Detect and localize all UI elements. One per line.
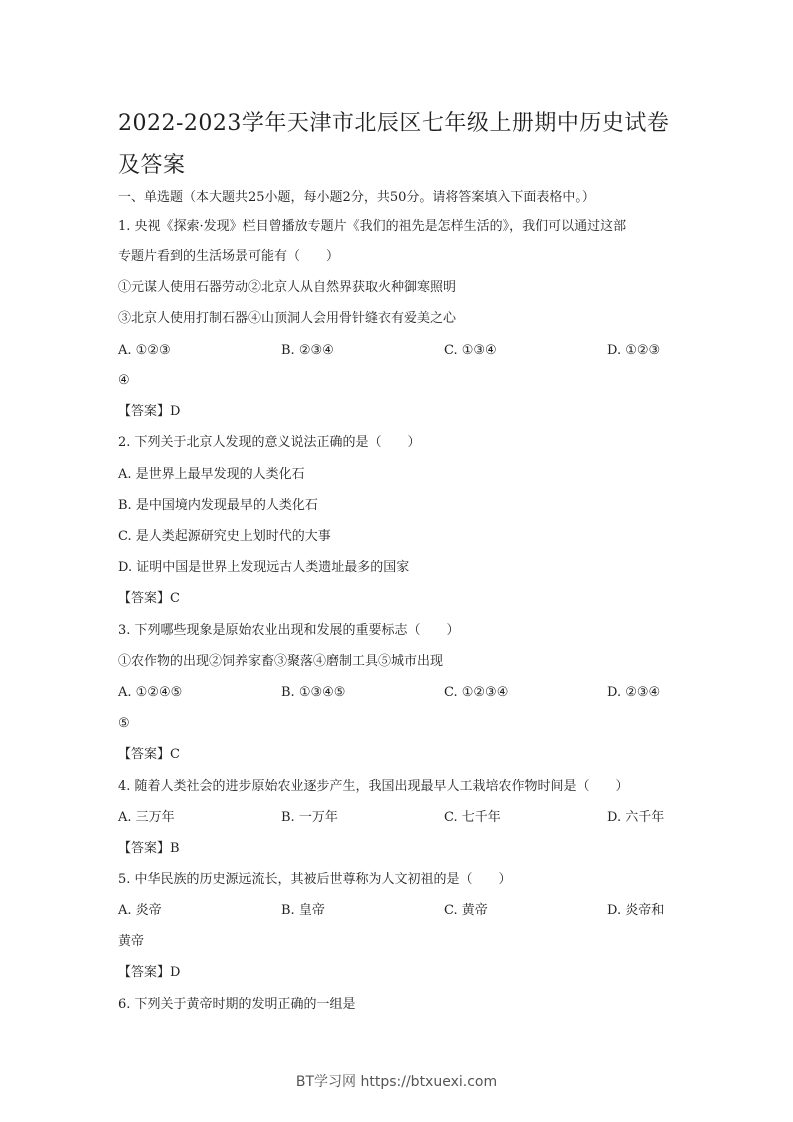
option-wrap: ⑤ [118, 716, 130, 731]
option-d: D. ①②③ [607, 343, 661, 358]
question-stem: 1. 央视《探索·发现》栏目曾播放专题片《我们的祖先是怎样生活的》，我们可以通过这部 [118, 219, 627, 234]
option-b: B. 一万年 [281, 810, 338, 825]
option-d: D. 炎帝和 [607, 903, 665, 918]
option-c: C. 是人类起源研究史上划时代的大事 [118, 529, 331, 544]
question-stem: 3. 下列哪些现象是原始农业出现和发展的重要标志（ ） [118, 623, 460, 638]
answer: 【答案】C [118, 747, 180, 762]
option-row [118, 809, 678, 827]
option-a: A. ①②③ [118, 343, 171, 358]
option-row [118, 684, 678, 702]
option-b: B. ②③④ [281, 343, 334, 358]
answer: 【答案】D [118, 965, 181, 980]
option-b: B. 是中国境内发现最早的人类化石 [118, 498, 318, 513]
option-c: C. ①③④ [444, 343, 497, 358]
question-statement: ①元谋人使用石器劳动②北京人从自然界获取火种御寒照明 [118, 280, 457, 295]
question-stem: 2. 下列关于北京人发现的意义说法正确的是（ ） [118, 435, 421, 450]
answer: 【答案】B [118, 841, 180, 856]
watermark-footer: BT学习网 https://btxuexi.com [295, 1074, 498, 1090]
question-statement: ③北京人使用打制石器④山顶洞人会用骨针缝衣有爱美之心 [118, 311, 457, 326]
answer: 【答案】D [118, 404, 181, 419]
option-wrap: 黄帝 [118, 934, 145, 949]
document-title: 2022-2023学年天津市北辰区七年级上册期中历史试卷及答案 [118, 111, 670, 178]
question-stem: 6. 下列关于黄帝时期的发明正确的一组是 [118, 997, 356, 1012]
question-stem-continued: 专题片看到的生活场景可能有（ ） [118, 249, 340, 264]
option-d: D. 证明中国是世界上发现远古人类遗址最多的国家 [118, 560, 410, 575]
option-a: A. ①②④⑤ [118, 685, 183, 700]
option-b: B. 皇帝 [281, 903, 325, 918]
question-stem: 5. 中华民族的历史源远流长，其被后世尊称为人文初祖的是（ ） [118, 872, 512, 887]
question-statement: ①农作物的出现②饲养家畜③聚落④磨制工具⑤城市出现 [118, 654, 444, 669]
option-d: D. ②③④ [607, 685, 661, 700]
option-a: A. 炎帝 [118, 903, 162, 918]
option-b: B. ①③④⑤ [281, 685, 346, 700]
option-c: C. ①②③④ [444, 685, 509, 700]
option-c: C. 七千年 [444, 810, 501, 825]
option-a: A. 是世界上最早发现的人类化石 [118, 467, 305, 482]
option-c: C. 黄帝 [444, 903, 488, 918]
option-row [118, 342, 678, 360]
question-stem: 4. 随着人类社会的进步原始农业逐步产生，我国出现最早人工栽培农作物时间是（ ） [118, 779, 629, 794]
section-heading: 一、单选题（本大题共25小题，每小题2分，共50分。请将答案填入下面表格中。） [118, 190, 595, 205]
option-a: A. 三万年 [118, 810, 175, 825]
option-wrap: ④ [118, 373, 130, 388]
answer: 【答案】C [118, 591, 180, 606]
option-d: D. 六千年 [607, 810, 665, 825]
option-row [118, 902, 678, 920]
